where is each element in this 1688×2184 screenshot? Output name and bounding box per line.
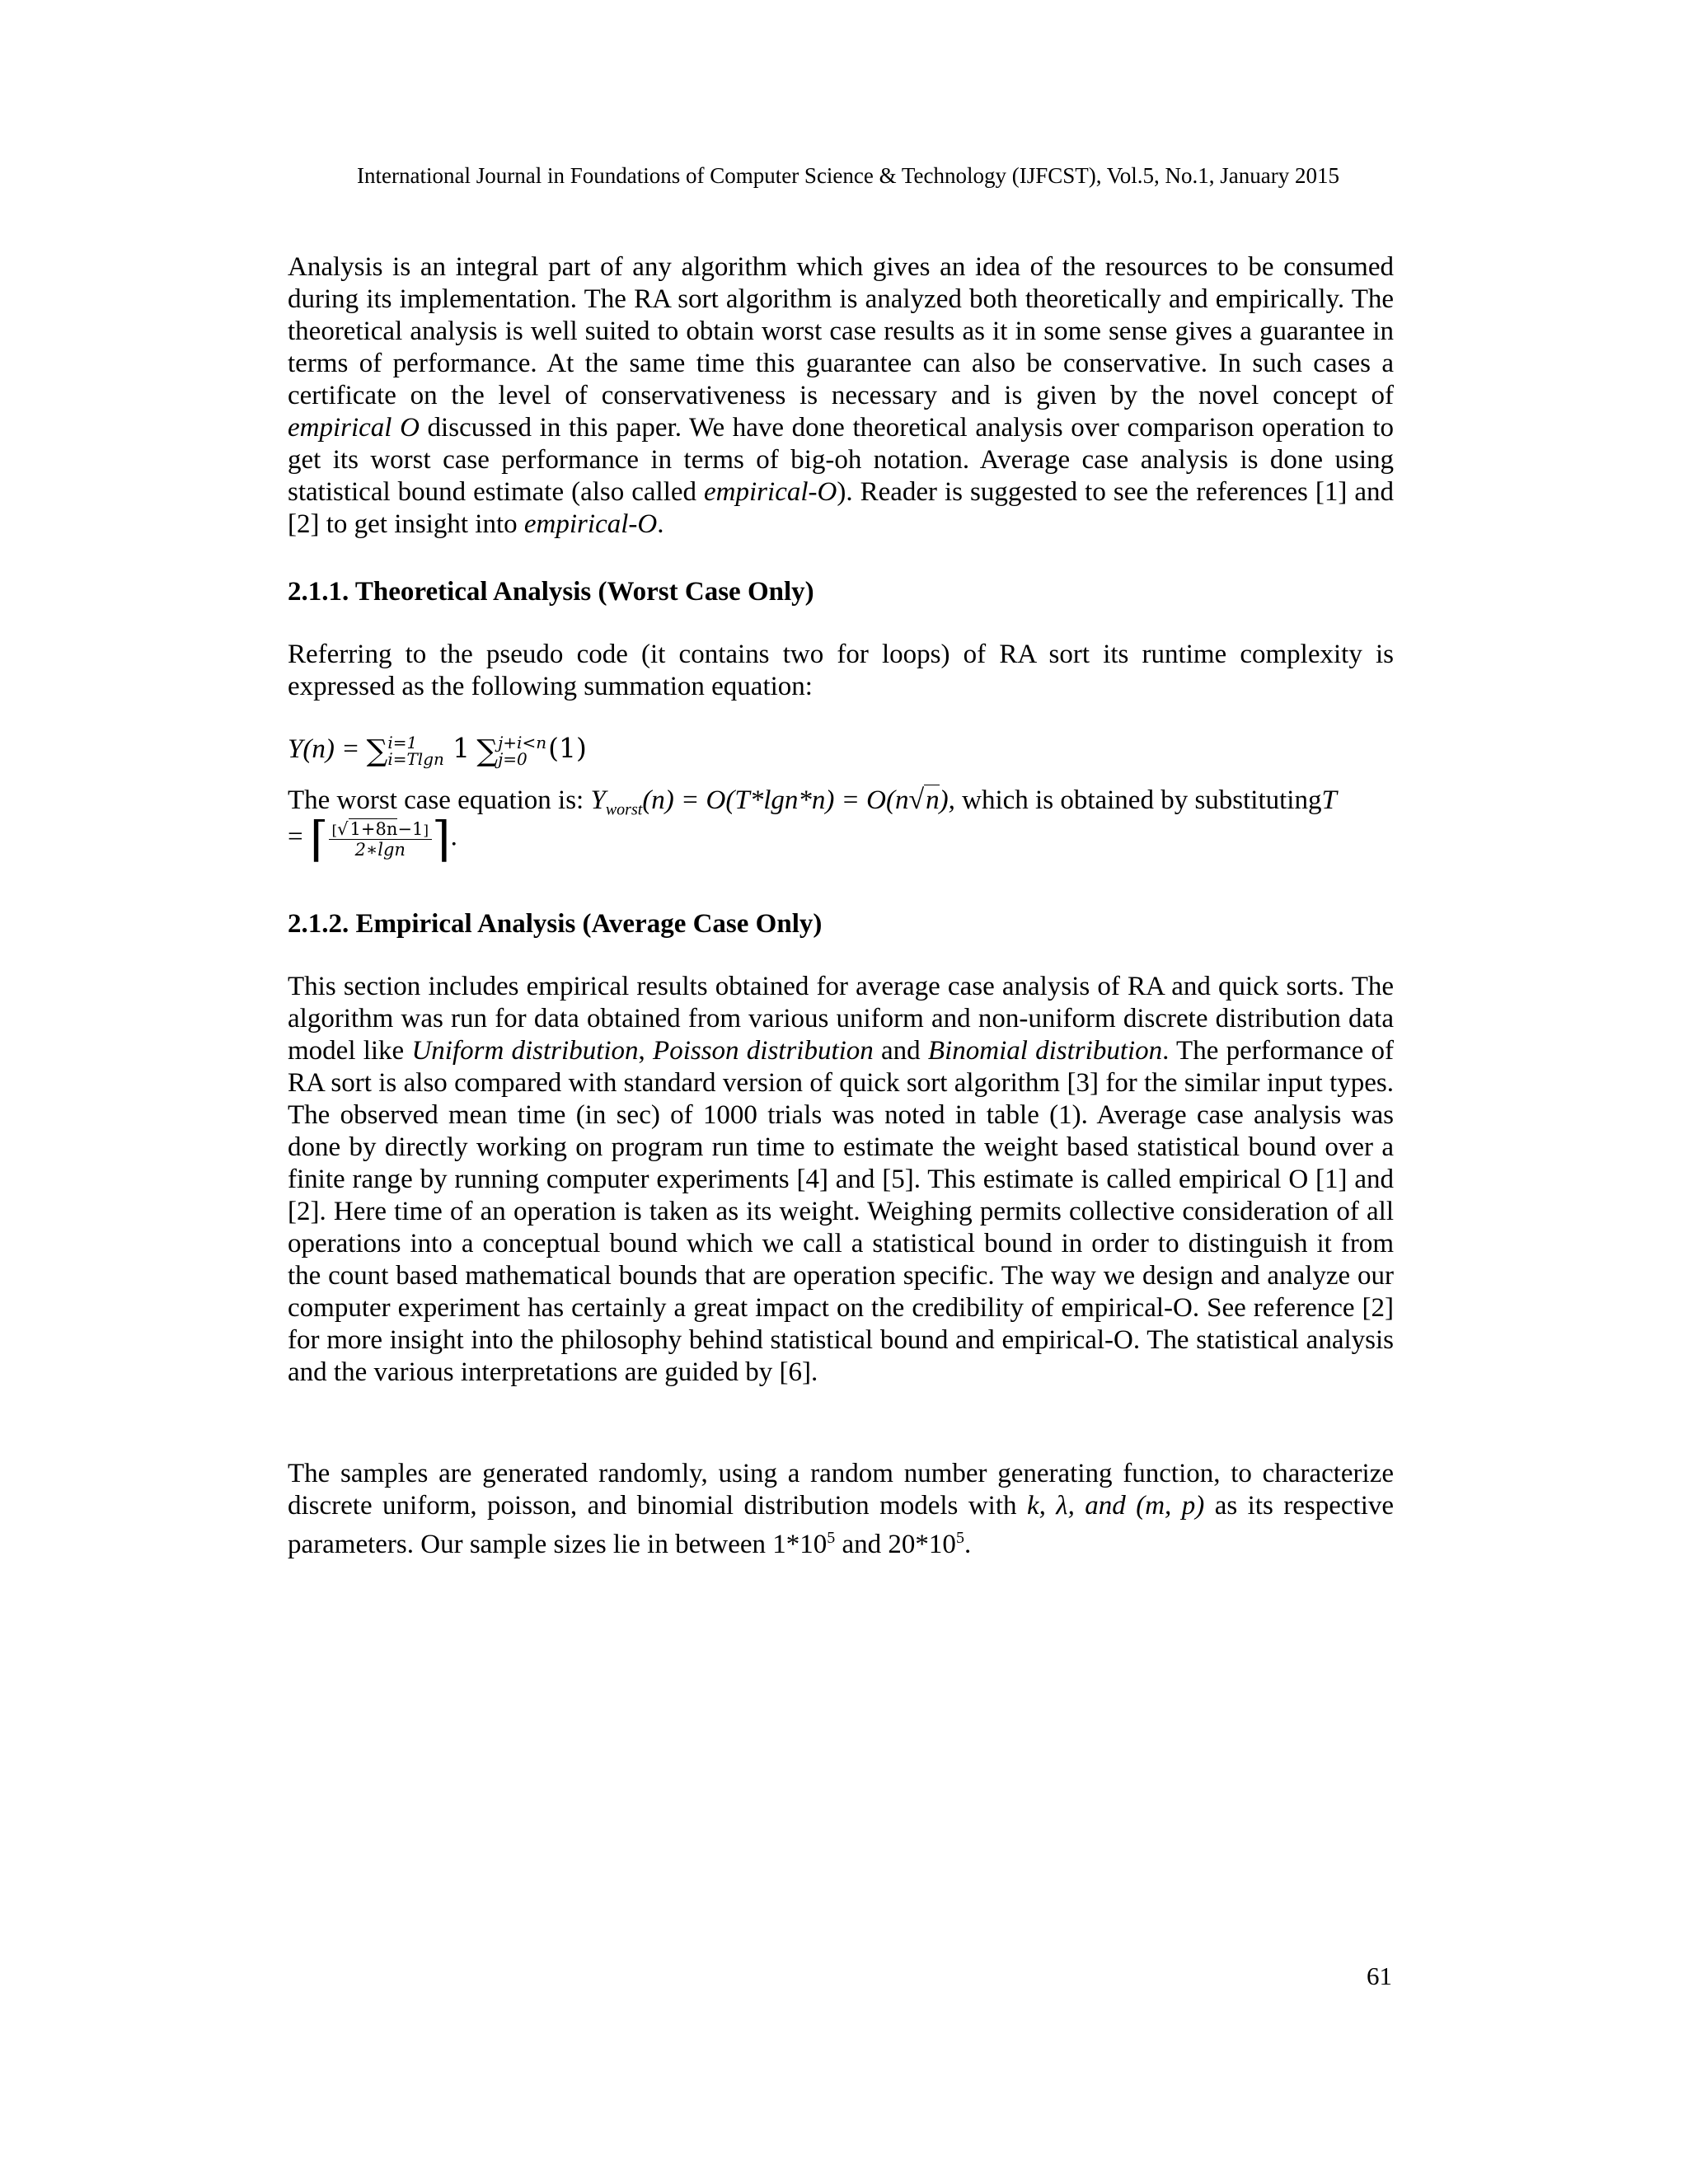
substitution-equation: = ⌈ $\frac{[√1+8n-1]}{2∗\lg n}$ ⌉. [288,811,457,867]
sum2-limits: j+i<n j=0 [498,733,547,770]
left-ceil: ⌈ [309,811,329,867]
sum1-limits: i=1 i=Tlgn [387,733,444,770]
section-heading-2-1-2: 2.1.2. Empirical Analysis (Average Case Only) [288,909,823,939]
worst-case-line: The worst case equation is: $Y_{worst}(n) = O(T*\lg n*n) = O(n√n)$, which is obtained by substitutingT [288,785,1337,819]
equation-term: (1) [548,732,587,764]
substitution-fraction: $\frac{[√1+8n-1]}{2∗\lg n}$ [329,819,432,860]
section-2-1-2-paragraph-1: This section includes empirical results obtained for average case analysis of RA and quick sorts. The algorithm was run for data obtained from various uniform and non-uniform discrete distribution data model like Uniform distribution, Poisson distribution and Binomial distribution. The performance of RA sort is also compared with standard version of quick sort algorithm [3] for the similar input types. The observed mean time (in sec) of 1000 trials was noted in table (1). Average case analysis was done by directly working on program run time to estimate the weight based statistical bound over a finite range by running computer experiments [4] and [5]. This estimate is called empirical O [1] and [2]. Here time of an operation is taken as its weight. Weighing permits collective consideration of all operations into a conceptual bound which we call a statistical bound in order to distinguish it from the count based mathematical bounds that are operation specific. The way we design and analyze our computer experiment has certainly a great impact on the credibility of empirical-O. See reference [2] for more insight into the philosophy behind statistical bound and empirical-O. The statistical analysis and the various interpretations are guided by [6]. [288,972,1395,1387]
intro-paragraph: Analysis is an integral part of any algorithm which gives an idea of the resources to be consumed during its implementation. The RA sort algorithm is analyzed both theoretically and empirically. The theoretical analysis is well suited to obtain worst case results as it in some sense gives a guarantee in terms of performance. At the same time this guarantee can also be conservative. In such cases a certificate on the level of conservativeness is necessary and is given by the novel concept of empirical O discussed in this paper. We have done theoretical analysis over comparison operation to get its worst case performance in terms of big-oh notation. Average case analysis is done using statistical bound estimate (also called empirical-O). Reader is suggested to see the references [1] and [2] to get insight into empirical-O. [288,252,1395,539]
right-ceil: ⌉ [432,811,451,867]
page-number: 61 [1367,1961,1392,1990]
equation-lhs: Y(n) = [288,734,360,764]
section-heading-2-1-1: 2.1.1. Theoretical Analysis (Worst Case Only) [288,577,814,607]
sigma-symbol: ∑ [476,733,499,768]
section-2-1-2-paragraph-2: The samples are generated randomly, using a random number generating function, to characterize discrete uniform, poisson, and binomial distribution models with k, λ, and (m, p) as its respective parameters. Our sample sizes lie in between $1*10^5$ and $20*10^5$. [288,1459,1395,1559]
summation-equation [288,732,587,768]
section-2-1-1-paragraph: Referring to the pseudo code (it contains two for loops) of RA sort its runtime complexity is expressed as the following summation equation: [288,640,1394,701]
running-header: International Journal in Foundations of Computer Science & Technology (IJFCST), Vol.5, No.1, January 2015 [357,163,1339,188]
equation-one: 1 [452,732,471,764]
sigma-symbol: ∑ [366,733,388,768]
